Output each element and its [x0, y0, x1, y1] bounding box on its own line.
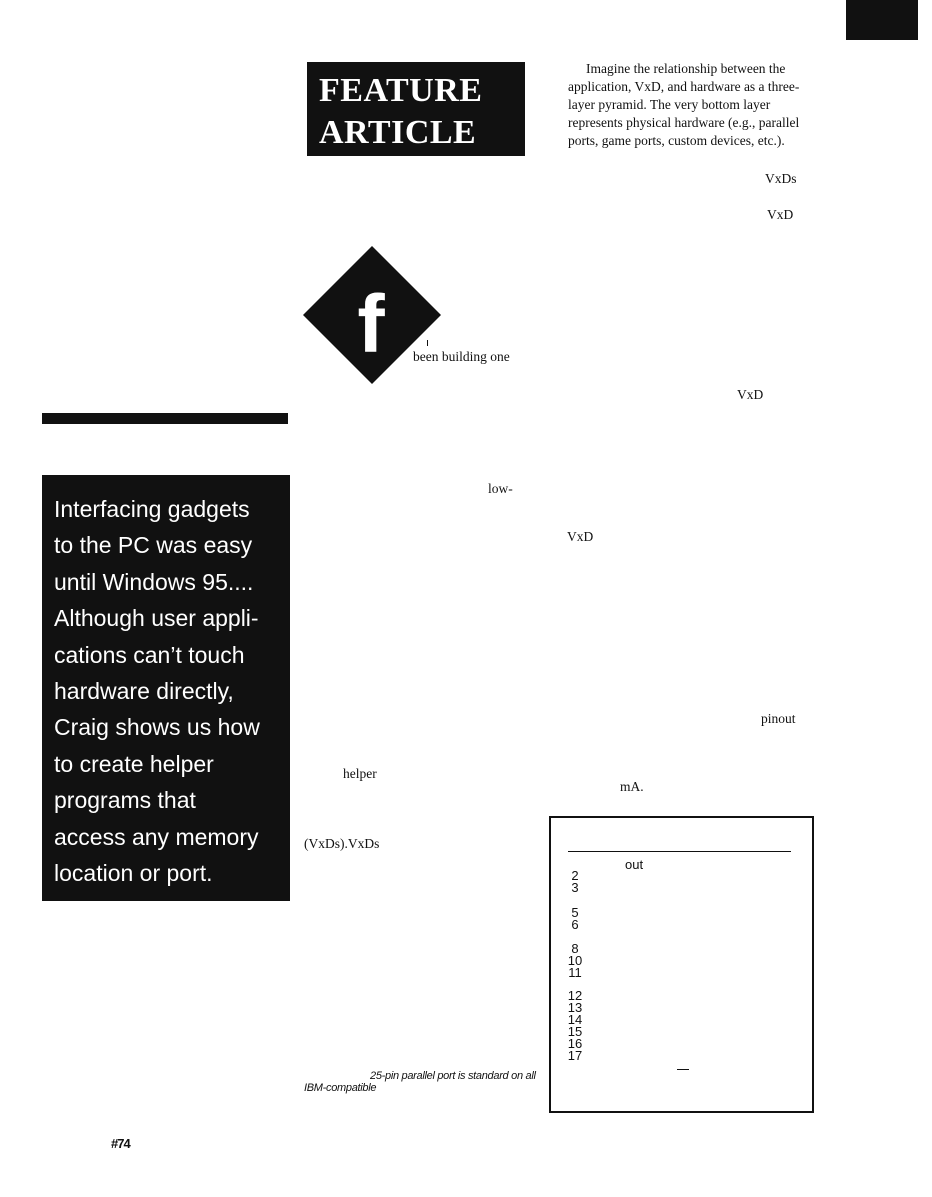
- intro-paragraph-block: [568, 60, 818, 150]
- drop-cap-letter: f: [357, 279, 385, 370]
- text-fragment-vxd-3: VxD: [567, 529, 594, 544]
- pin-number: 5: [571, 905, 579, 920]
- deck-line: Interfacing gadgets: [54, 496, 250, 522]
- text-fragment-low: low-: [488, 481, 513, 496]
- text-fragment-vxd: VxD: [767, 207, 794, 222]
- pin-number: 12: [567, 988, 583, 1003]
- drop-cap-tick: [427, 340, 428, 346]
- text-fragment-helper: helper: [343, 766, 377, 781]
- deck-line: to the PC was easy: [54, 532, 253, 559]
- article-deck: [42, 475, 290, 901]
- feature-article-label: [307, 62, 525, 156]
- text-fragment-pinout: pinout: [761, 711, 796, 726]
- deck-line: Craig shows us how: [54, 714, 260, 741]
- text-fragment-been-building-one: been building one: [413, 349, 510, 364]
- feature-label-line-2: ARTICLE: [319, 114, 477, 151]
- text-fragment-vxds: VxDs: [765, 171, 797, 186]
- deck-line: Although user appli-: [54, 605, 259, 632]
- pin-number: 15: [567, 1024, 583, 1039]
- figure-caption-line-2: IBM-compatible: [304, 1082, 377, 1094]
- pin-number: 10: [567, 953, 583, 968]
- pin-number: 11: [568, 965, 582, 980]
- pin-number: 3: [571, 880, 579, 895]
- pin-number: 17: [567, 1048, 583, 1063]
- figure-caption-line-1: 25-pin parallel port is standard on all: [370, 1070, 536, 1082]
- pin-number: 16: [567, 1036, 583, 1051]
- pin-table-rule: [568, 851, 791, 852]
- deck-line: hardware directly,: [54, 678, 234, 705]
- text-fragment-vxds-paren: (VxDs).VxDs: [304, 836, 380, 851]
- page-number: #74: [111, 1136, 130, 1151]
- pin-number: 14: [567, 1012, 583, 1027]
- pin-table-header: out: [625, 857, 644, 872]
- pin-number: 2: [571, 868, 579, 883]
- deck-line: programs that: [54, 787, 196, 814]
- pin-number: 6: [571, 917, 579, 932]
- deck-line: access any memory: [54, 823, 259, 850]
- deck-line: until Windows 95....: [54, 568, 254, 595]
- deck-line: to create helper: [54, 750, 214, 777]
- text-fragment-vxd-2: VxD: [737, 387, 764, 402]
- deck-line: cations can’t touch: [54, 641, 245, 668]
- text-fragment-ma: mA.: [620, 779, 644, 794]
- corner-tab: [846, 0, 918, 40]
- feature-label-line-1: FEATURE: [319, 72, 483, 109]
- pin-number: 13: [567, 1000, 583, 1015]
- intro-paragraph: Imagine the relationship between the application, VxD, and hardware as a three-layer pyramid. The very bottom layer represents physical hardware (e.g., parallel ports, game ports, custom devices, etc.).: [568, 61, 800, 148]
- deck-line: location or port.: [54, 860, 213, 887]
- pin-table-dash: [677, 1069, 689, 1070]
- pin-number: 8: [571, 941, 579, 956]
- section-rule: [42, 413, 288, 424]
